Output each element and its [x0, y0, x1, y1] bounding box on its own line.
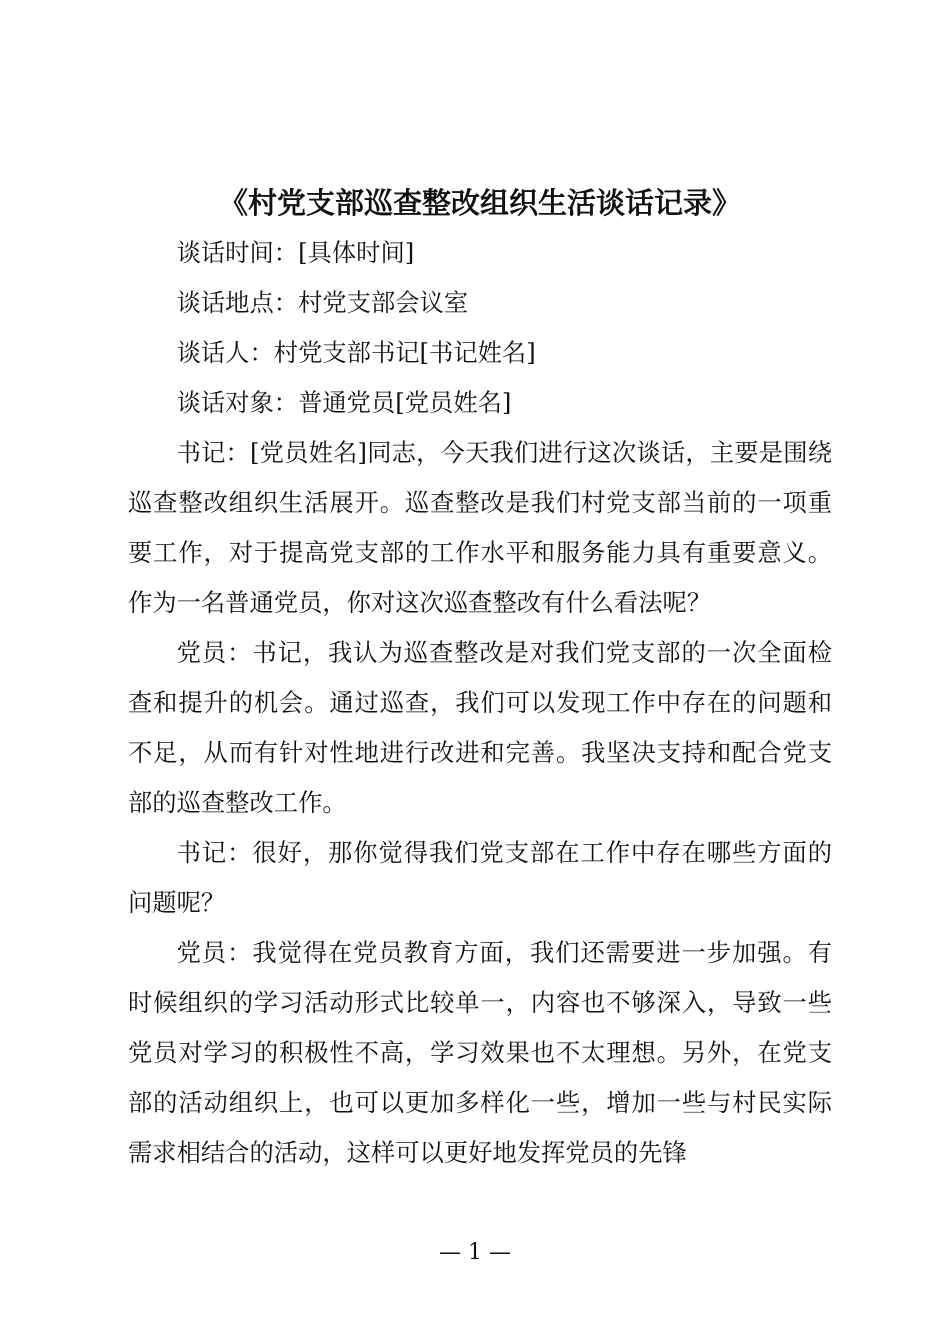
meta-talk-time: 谈话时间：[具体时间]: [176, 238, 415, 267]
meta-talker: 谈话人：村党支部书记[书记姓名]: [176, 338, 536, 367]
dialogue-paragraph-member-1: 党员：书记，我认为巡查整改是对我们党支部的一次全面检查和提升的机会。通过巡查，我们可以发现工作中存在的问题和不足，从而有针对性地进行改进和完善。我坚决支持和配合党支部的巡查整改工作。: [128, 638, 832, 817]
meta-talk-target: 谈话对象：普通党员[党员姓名]: [176, 388, 512, 417]
document-title: 《村党支部巡查整改组织生活谈话记录》: [218, 186, 741, 220]
page-number: — 1 —: [439, 1240, 511, 1265]
dialogue-paragraph-secretary-1: 书记：[党员姓名]同志，今天我们进行这次谈话，主要是围绕巡查整改组织生活展开。巡查整改是我们村党支部当前的一项重要工作，对于提高党支部的工作水平和服务能力具有重要意义。作为一名普通党员，你对这次巡查整改有什么看法呢？: [128, 438, 832, 617]
meta-talk-location: 谈话地点：村党支部会议室: [176, 288, 469, 317]
document-body: [128, 178, 832, 1178]
dialogue-paragraph-secretary-2: 书记：很好，那你觉得我们党支部在工作中存在哪些方面的问题呢？: [128, 838, 832, 917]
dialogue-paragraph-member-2: 党员：我觉得在党员教育方面，我们还需要进一步加强。有时候组织的学习活动形式比较单一，内容也不够深入，导致一些党员对学习的积极性不高，学习效果也不太理想。另外，在党支部的活动组织上，也可以更加多样化一些，增加一些与村民实际需求相结合的活动，这样可以更好地发挥党员的先锋: [128, 938, 832, 1167]
